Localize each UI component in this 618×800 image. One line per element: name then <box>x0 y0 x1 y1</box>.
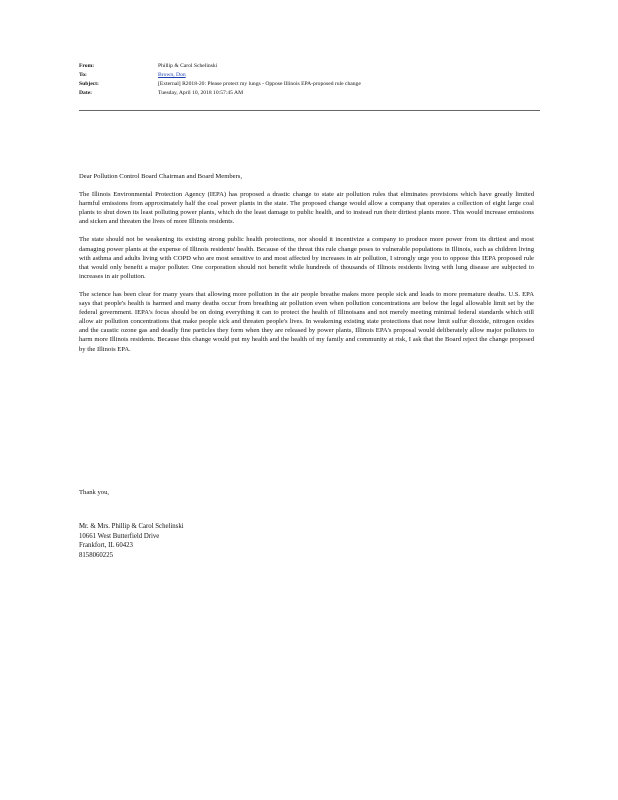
from-row <box>79 62 539 71</box>
from-value: Phillip & Carol Schelinski <box>158 63 218 69</box>
signature-phone: 8158060225 <box>79 551 113 559</box>
date-value: Tuesday, April 10, 2018 10:57:45 AM <box>158 90 244 96</box>
from-label: From: <box>79 63 95 69</box>
letter-paragraph-3: The science has been clear for many years that allowing more pollution in the air people breathe makes more people sick and leads to more premature deaths. U.S. EPA says that people's health is harmed and many deaths occur from breathing air pollution even when pollution concentrations are below the legal allowable limit set by the federal government. IEPA's focus should be on doing everything it can to protect the health of Illinoisans and not merely meeting minimal federal standards which still allow air pollution concentrations that make people sick and threaten people's lives. In weakening existing state protections that now limit sulfur dioxide, nitrogen oxides and the caustic ozone gas and deadly fine particles they form when they are released by power plants, Illinois EPA's proposal would deliberately allow major polluters to harm more Illinois residents. Because this change would put my health and the health of my family and community at risk, I ask that the Board reject the change proposed by the Illinois EPA. <box>79 290 534 353</box>
to-row <box>79 71 539 80</box>
email-header <box>79 62 539 98</box>
subject-row <box>79 80 539 89</box>
to-label: To: <box>79 72 87 78</box>
signature-street: 10661 West Butterfield Drive <box>79 532 160 540</box>
date-row <box>79 89 539 98</box>
subject-label: Subject: <box>79 81 99 87</box>
letter-paragraph-2: The state should not be weakening its existing strong public health protections, nor should it incentivize a company to produce more power from its dirtiest and most damaging power plants at the expense of Illinois residents' health. Because of the threat this rule change poses to vulnerable populations in Illinois, such as children living with asthma and adults living with COPD who are most sensitive to and most affected by increases in air pollution, I strongly urge you to oppose this IEPA proposed rule that would only benefit a major polluter. One corporation should not benefit while hundreds of thousands of Illinois residents living with lung disease are subjected to increases in air pollution. <box>79 236 534 280</box>
letter-greeting: Dear Pollution Control Board Chairman and Board Members, <box>79 173 242 180</box>
letter-closing: Thank you, <box>79 489 110 496</box>
signature-city: Frankfort, IL 60423 <box>79 542 133 550</box>
signature-name: Mr. & Mrs. Phillip & Carol Schelinski <box>79 523 184 530</box>
to-recipient-link[interactable]: Brown, Don <box>158 72 186 78</box>
date-label: Date: <box>79 90 93 96</box>
header-divider <box>79 110 540 111</box>
signature-block <box>79 522 184 560</box>
subject-value: [External] R2018-20: Please protect my lungs - Oppose Illinois EPA-proposed rule change <box>158 81 361 87</box>
letter-paragraph-1: The Illinois Environmental Protection Agency (IEPA) has proposed a drastic change to state air pollution rules that eliminates provisions which have greatly limited harmful emissions from approximately half the coal power plants in the state. The proposed change would allow a company that operates a collection of eight large coal plants to shut down its least polluting power plants, which do the least damage to public health, and to instead run their dirtiest plants more. This would increase emissions and sicken and threaten the lives of more Illinois residents. <box>79 191 534 226</box>
letter-body <box>79 172 534 363</box>
